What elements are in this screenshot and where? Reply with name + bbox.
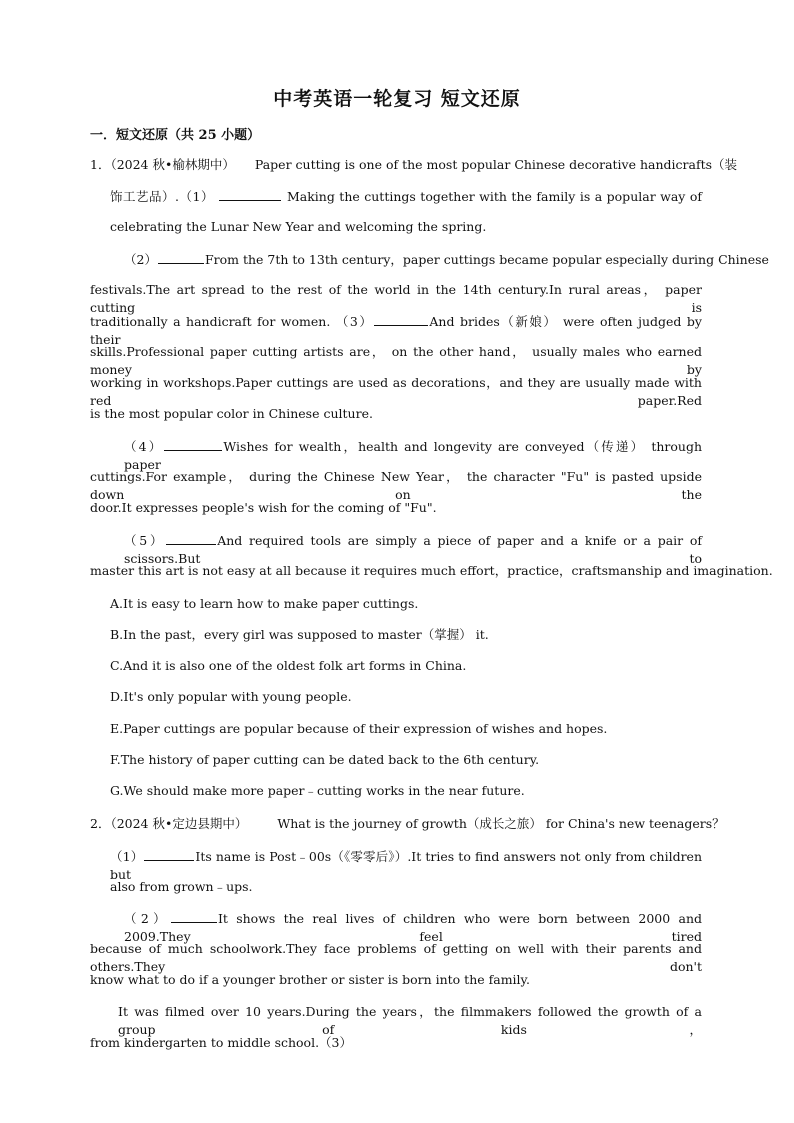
answer-blank-2[interactable]	[158, 250, 204, 264]
answer-blank-6[interactable]	[144, 847, 194, 861]
q1-line-1	[90, 156, 737, 174]
q2-p3-line-1: It was filmed over 10 years.During the years，the filmmakers followed the growth of a group of kids，	[118, 1004, 702, 1037]
q1-p4-line-1: （5） And required tools are simply a piece of paper and a knife or a pair of scissors.But to	[124, 533, 703, 566]
q2-p2-line-1: （2） It shows the real lives of children who were born between 2000 and 2009.They feel tired	[124, 911, 702, 944]
q1-p4-line-2: master this art is not easy at all because it requires much effort，practice，craftsmanship and imagination.	[90, 563, 773, 578]
q1-p3-line-3: door.It expresses people's wish for the coming of "Fu".	[90, 500, 437, 515]
answer-blank-7[interactable]	[171, 909, 217, 923]
q2-p3-line-2: from kindergarten to middle school.（3）	[90, 1035, 353, 1050]
q1-p2-line-1: （2） From the 7th to 13th century，paper cuttings became popular especially during Chinese	[124, 252, 769, 267]
q1-p2-line-4: skills.Professional paper cutting artists are， on the other hand， usually males who earned money by	[90, 344, 702, 377]
page-title: 中考英语一轮复习 短文还原	[273, 88, 521, 110]
q1-p3-line-2: cuttings.For example， during the Chinese New Year， the character "Fu" is pasted upside down on the	[90, 469, 702, 502]
option-d: D.It's only popular with young people.	[110, 689, 352, 704]
q2-number: 2．（2024 秋•定边县期中）	[90, 816, 248, 831]
q1-p2-line-6: is the most popular color in Chinese culture.	[90, 406, 373, 421]
q1-p3-line-1: （4） Wishes for wealth，health and longevity are conveyed（传递） through paper	[124, 439, 703, 472]
section-heading: 一．短文还原（共 25 小题）	[90, 128, 261, 143]
q1-p2-line-5: working in workshops.Paper cuttings are used as decorations，and they are usually made with red paper.Red	[90, 375, 702, 408]
q2-line-3: also from grown﹣ups.	[110, 879, 253, 894]
q1-number: 1．（2024 秋•榆林期中）	[90, 157, 235, 172]
q1-p2-line-2: festivals.The art spread to the rest of the world in the 14th century.In rural areas， paper cutting is	[90, 282, 702, 315]
answer-blank-5[interactable]	[166, 531, 216, 545]
q1-intro-text: Paper cutting is one of the most popular Chinese decorative handicrafts（装	[254, 157, 738, 172]
answer-blank-4[interactable]	[164, 437, 222, 451]
q2-intro-text: What is the journey of growth（成长之旅） for China's new teenagers？	[277, 816, 725, 831]
option-b: B.In the past，every girl was supposed to master（掌握） it.	[110, 627, 489, 642]
option-f: F.The history of paper cutting can be dated back to the 6th century.	[110, 752, 540, 767]
option-c: C.And it is also one of the oldest folk art forms in China.	[110, 658, 467, 673]
q2-p2-line-3: know what to do if a younger brother or sister is born into the family.	[90, 972, 530, 987]
q2-line-1	[90, 815, 725, 833]
q2-p2-line-2: because of much schoolwork.They face problems of getting on well with their parents and others.They don't	[90, 941, 702, 974]
q1-line-3: celebrating the Lunar New Year and welcoming the spring.	[110, 219, 487, 234]
answer-blank-3[interactable]	[374, 312, 428, 326]
answer-blank-1[interactable]	[219, 187, 281, 201]
option-g: G.We should make more paper﹣cutting works in the near future.	[110, 783, 525, 798]
q1-p2-line-3: traditionally a handicraft for women. （3） And brides（新娘） were often judged by their	[90, 314, 702, 347]
q1-line-2: 饰工艺品）.（1） Making the cuttings together with the family is a popular way of	[110, 189, 702, 204]
q2-line-2: （1） Its name is Post﹣00s（《零零后》）.It tries to find answers not only from children but	[110, 849, 702, 882]
option-a: A.It is easy to learn how to make paper cuttings.	[110, 596, 419, 611]
option-e: E.Paper cuttings are popular because of their expression of wishes and hopes.	[110, 721, 608, 736]
